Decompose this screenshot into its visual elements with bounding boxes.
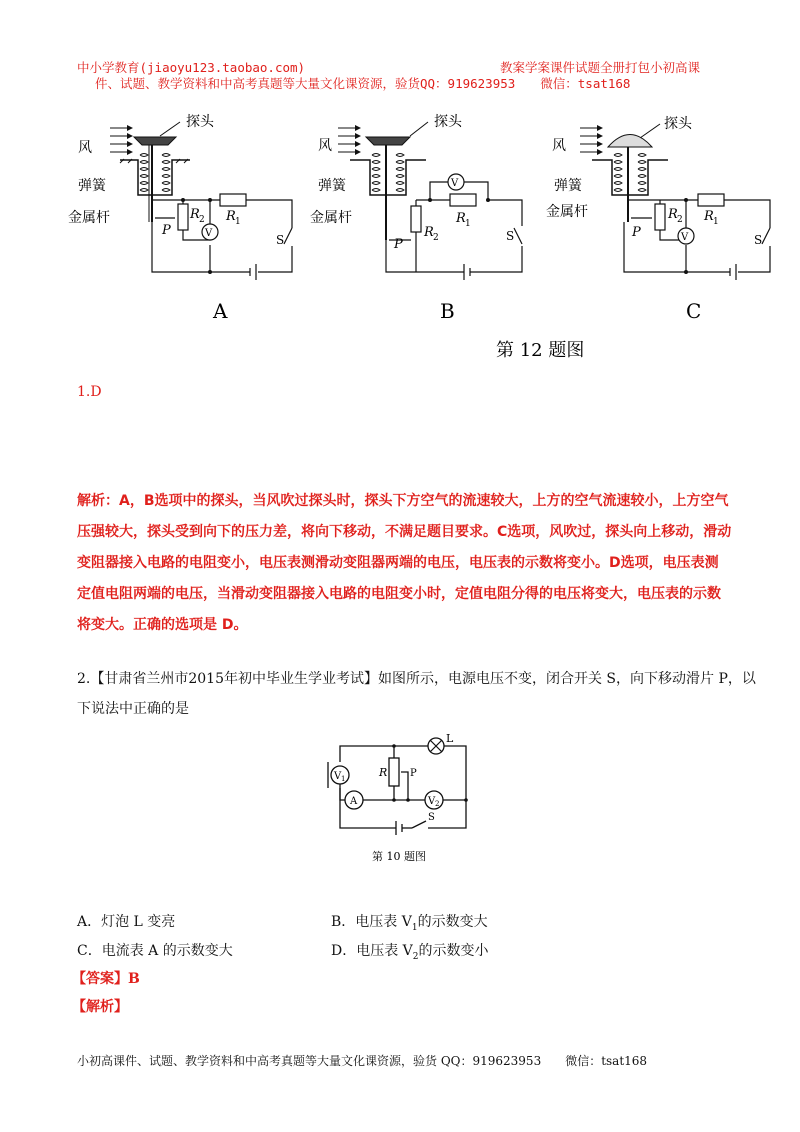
panel-c xyxy=(546,115,770,323)
svg-text:1: 1 xyxy=(713,217,719,227)
q1-answer: 1.D xyxy=(77,384,102,400)
svg-text:1: 1 xyxy=(341,775,346,783)
header-line2: 件、试题、教学资料和中高考真题等大量文化课资源，验货QQ：919623953 微信：tsat168 xyxy=(95,76,631,91)
svg-text:L: L xyxy=(446,732,454,745)
analysis-line: 将变大。正确的选项是 D。 xyxy=(77,617,248,633)
q1-analysis xyxy=(77,486,757,641)
svg-text:2: 2 xyxy=(435,800,440,808)
svg-text:弹簧: 弹簧 xyxy=(318,178,346,194)
header-right: 教案学案课件试题全册打包小初高课 xyxy=(500,60,701,75)
option-a: A．灯泡 L 变亮 xyxy=(77,914,176,930)
figure-12-caption: 第 12 题图 xyxy=(496,340,585,361)
svg-text:1: 1 xyxy=(465,219,471,229)
figure-12 xyxy=(0,105,800,365)
svg-text:R: R xyxy=(190,207,200,222)
q2-line: 2.【甘肃省兰州市2015年初中毕业生学业考试】如图所示，电源电压不变，闭合开关 S，向下移动滑片 P，以 xyxy=(77,671,756,687)
svg-text:S: S xyxy=(428,812,435,823)
svg-text:R: R xyxy=(456,211,466,226)
analysis-line: 变阻器接入电路的电阻变小，电压表测滑动变阻器两端的电压，电压表的示数将变小。D选项，电压表测 xyxy=(77,555,719,571)
q2-stem xyxy=(77,664,777,724)
analysis-line: 压强较大，探头受到向下的压力差，将向下移动，不满足题目要求。C选项，风吹过，探头向上移动，滑动 xyxy=(77,524,732,540)
svg-text:V: V xyxy=(428,796,436,807)
figure-10 xyxy=(300,730,500,880)
spring-label: 弹簧 xyxy=(78,178,106,194)
svg-text:R: R xyxy=(379,766,388,779)
svg-text:R: R xyxy=(704,209,714,224)
panel-c-label: C xyxy=(686,299,702,323)
svg-text:弹簧: 弹簧 xyxy=(554,178,582,194)
panel-b-label: B xyxy=(440,299,455,323)
svg-text:金属杆: 金属杆 xyxy=(310,210,352,226)
svg-text:A: A xyxy=(350,796,358,807)
svg-text:金属杆: 金属杆 xyxy=(546,204,588,220)
svg-text:S: S xyxy=(506,229,515,243)
rod-label: 金属杆 xyxy=(68,210,110,226)
figure-10-caption: 第 10 题图 xyxy=(372,850,426,863)
svg-text:V: V xyxy=(681,232,689,243)
svg-text:风: 风 xyxy=(552,138,566,154)
svg-text:P: P xyxy=(632,225,641,240)
footer: 小初高课件、试题、教学资料和中高考真题等大量文化课资源，验货 QQ：919623953 微信：tsat168 xyxy=(77,1054,648,1068)
q2-analysis-label: 【解析】 xyxy=(72,999,128,1015)
probe-label: 探头 xyxy=(186,114,214,130)
svg-text:R: R xyxy=(226,209,236,224)
svg-text:R: R xyxy=(424,225,434,240)
wind-label: 风 xyxy=(78,140,92,156)
svg-text:P: P xyxy=(410,768,417,779)
option-b: B．电压表 $V_1$的示数变大 xyxy=(331,914,488,933)
analysis-line: 定值电阻两端的电压，当滑动变阻器接入电路的电阻变小时，定值电阻分得的电压将变大，电压表的示数 xyxy=(77,586,721,602)
svg-text:风: 风 xyxy=(318,138,332,154)
analysis-line: 解析：A，B选项中的探头，当风吹过探头时，探头下方空气的流速较大，上方的空气流速较小，上方空气 xyxy=(77,493,729,509)
svg-text:S: S xyxy=(754,233,763,247)
panel-b xyxy=(310,113,522,323)
svg-text:S: S xyxy=(276,233,285,247)
svg-text:2: 2 xyxy=(433,233,439,243)
svg-text:P: P xyxy=(162,223,171,238)
panel-a-label: A xyxy=(213,299,228,323)
panel-a xyxy=(68,113,292,323)
option-d: D．电压表 $V_2$的示数变小 xyxy=(331,943,489,962)
svg-text:1: 1 xyxy=(235,217,241,227)
svg-text:V: V xyxy=(334,771,342,782)
svg-text:P: P xyxy=(394,237,403,252)
svg-text:探头: 探头 xyxy=(664,116,692,132)
option-c: C．电流表 A 的示数变大 xyxy=(77,943,233,959)
svg-text:V: V xyxy=(205,228,213,239)
svg-text:V: V xyxy=(451,178,459,189)
q2-line: 下说法中正确的是 xyxy=(77,701,189,717)
svg-text:探头: 探头 xyxy=(434,114,462,130)
svg-text:2: 2 xyxy=(199,215,205,225)
header-left: 中小学教育(jiaoyu123.taobao.com) xyxy=(77,60,306,75)
svg-text:2: 2 xyxy=(677,215,683,225)
q2-answer: 【答案】B xyxy=(72,971,140,987)
svg-text:R: R xyxy=(668,207,678,222)
